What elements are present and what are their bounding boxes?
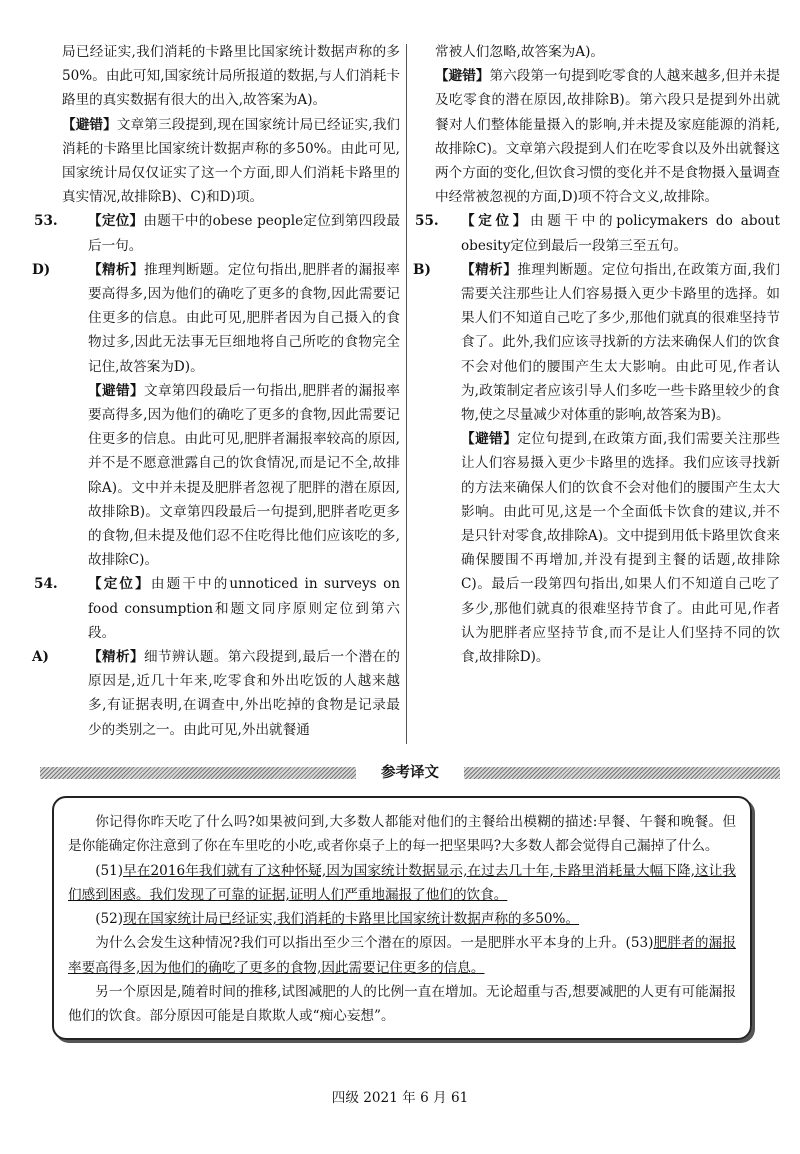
locate-tag: 【定位】 — [461, 213, 531, 230]
question-54-analysis: A) 【精析】细节辨认题。第六段提到,最后一个潜在的原因是,近几十年来,吃零食和外出吃饭的人越来越多,有证据表明,在调查中,外出吃掉的食物是记录最少的类别之一。由此可见,外出就餐通 — [62, 645, 400, 742]
translation-box — [52, 796, 752, 1040]
question-number: 53. — [34, 213, 58, 230]
analysis-tag: 【精析】 — [88, 649, 144, 666]
question-54-locate: 54. 【定位】由题干中的unnoticed in surveys on food consumption和题文同序原则定位到第六段。 — [62, 572, 400, 645]
locate-tag: 【定位】 — [88, 213, 144, 230]
avoid-error-tag: 【避错】 — [461, 431, 518, 448]
translation-paragraph: 你记得你昨天吃了什么吗?如果被问到,大多数人都能对他们的主餐给出模糊的描述:早餐、午餐和晚餐。但是你能确定你注意到了你在车里吃的小吃,或者你桌子上的每一把坚果吗?大多数人都会觉得自己漏掉了什么。 — [68, 814, 736, 855]
avoid-error-tag: 【避错】 — [62, 116, 117, 133]
page-footer: 四级 2021 年 6 月 61 — [331, 1090, 469, 1106]
analysis-tag: 【精析】 — [88, 261, 144, 278]
hatch-bar-right — [464, 767, 780, 779]
question-53-analysis: D) 【精析】推理判断题。定位句指出,肥胖者的漏报率要高得多,因为他们的确吃了更多的食物,因此需要记住更多的信息。由此可见,肥胖者因为自己摄入的食物过多,因此无法事无巨细地将自己所吃的食物完全记住,故答案为D)。 — [62, 258, 400, 379]
avoid-error-paragraph: 【避错】文章第三段提到,现在国家统计局已经证实,我们消耗的卡路里比国家统计数据声称的多50%。由此可见,国家统计局仅仅证实了这一个方面,即人们消耗卡路里的真实情况,故排除B)、C)和D)项。 — [62, 116, 401, 206]
translation-paragraph: 为什么会发生这种情况?我们可以指出至少三个潜在的原因。一是肥胖水平本身的上升。(53)肥胖者的漏报率要高得多,因为他们的确吃了更多的食物,因此需要记住更多的信息。 — [68, 935, 736, 976]
answer-label: D) — [32, 261, 51, 278]
section-title: 参考译文 — [381, 765, 439, 781]
locate-tag: 【定位】 — [88, 576, 151, 593]
carryover-paragraph: 常被人们忽略,故答案为A)。 — [435, 44, 604, 60]
avoid-error-tag: 【避错】 — [88, 382, 144, 399]
translation-section-header — [40, 762, 780, 784]
right-column — [413, 40, 780, 669]
translation-paragraph: 另一个原因是,随着时间的推移,试图减肥的人的比例一直在增加。无论超重与否,想要减肥的人更有可能漏报他们的饮食。部分原因可能是自欺欺人或“痴心妄想”。 — [68, 984, 736, 1025]
answer-label: B) — [413, 261, 431, 278]
answer-label: A) — [32, 649, 49, 666]
column-divider — [406, 44, 407, 744]
avoid-error-tag: 【避错】 — [435, 68, 490, 85]
translation-paragraph: (52)现在国家统计局已经证实,我们消耗的卡路里比国家统计数据声称的多50%。 — [95, 911, 580, 928]
question-55-avoid-error: 【避错】定位句提到,在政策方面,我们需要关注那些让人们容易摄入更少卡路里的选择。我们应该寻找新的方法来确保人们的饮食不会对他们的腰围产生太大影响。由此可见,这是一个全面低卡饮食的建议,并不是只针对零食,故排除A)。文中提到用低卡路里饮食来确保腰围不再增加,并没有提到主餐的话题,故排除C)。最后一段第四句指出,如果人们不知道自己吃了多少,那他们就真的很难坚持节食了。由此可见,作者认为肥胖者应坚持节食,而不是让人们坚持不同的饮食,故排除D)。 — [461, 431, 780, 666]
carryover-paragraph: 局已经证实,我们消耗的卡路里比国家统计数据声称的多50%。由此可知,国家统计局所报道的数据,与人们消耗卡路里的真实数据有很大的出入,故答案为A)。 — [62, 44, 400, 109]
question-55-locate: 55. 【定位】由题干中的policymakers do about obesity定位到最后一段第三至五句。 — [435, 209, 780, 257]
question-53-avoid-error: 【避错】文章第四段最后一句指出,肥胖者的漏报率要高得多,因为他们的确吃了更多的食物,因此需要记住更多的信息。由此可见,肥胖者漏报率较高的原因,并不是不愿意泄露自己的饮食情况,而是记不全,故排除A)。文中并未提及肥胖者忽视了肥胖的潜在原因,故排除B)。文章第四段最后一句提到,肥胖者吃更多的食物,但未提及他们忍不住吃得比他们应该吃的多,故排除C)。 — [88, 382, 401, 569]
question-number: 55. — [415, 213, 439, 230]
left-column — [32, 40, 401, 742]
avoid-error-paragraph: 【避错】第六段第一句提到吃零食的人越来越多,但并未提及吃零食的潜在原因,故排除B)。第六段只是提到外出就餐对人们整体能量摄入的影响,并未提及家庭能源的消耗,故排除C)。文章第六段提到人们在吃零食以及外出就餐这两个方面的变化,但饮食习惯的变化并不是食物摄入量调查中经常被忽视的方面,D)项不符合文义,故排除。 — [435, 68, 780, 206]
question-53-locate: 53. 【定位】由题干中的obese people定位到第四段最后一句。 — [62, 209, 400, 257]
question-number: 54. — [34, 576, 58, 593]
analysis-tag: 【精析】 — [461, 261, 518, 278]
question-55-analysis: B) 【精析】推理判断题。定位句指出,在政策方面,我们需要关注那些让人们容易摄入更少卡路里的选择。如果人们不知道自己吃了多少,那他们就真的很难坚持节食了。此外,我们应该寻找新的方法来确保人们的饮食不会对他们的腰围产生太大影响。由此可见,作者认为,政策制定者应该引导人们多吃一些卡路里较少的食物,使之尽量减少对体重的影响,故答案为B)。 — [435, 258, 780, 427]
translation-paragraph: (51)早在2016年我们就有了这种怀疑,因为国家统计数据显示,在过去几十年,卡路里消耗量大幅下降,这让我们感到困惑。我们发现了可靠的证据,证明人们严重地漏报了他们的饮食。 — [68, 862, 736, 903]
hatch-bar-left — [40, 767, 356, 779]
